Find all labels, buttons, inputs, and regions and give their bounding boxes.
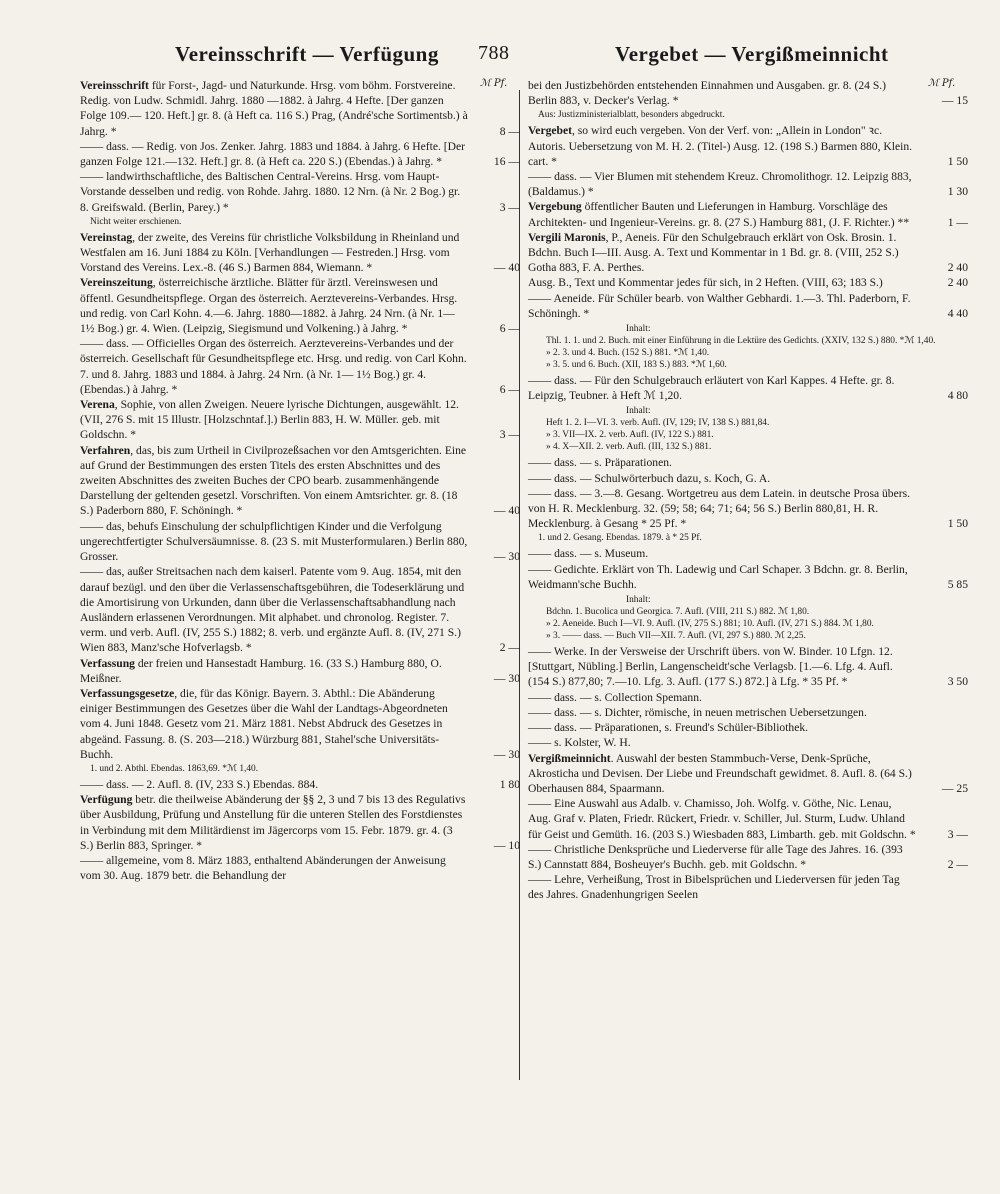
contents-line: Inhalt: xyxy=(626,406,651,417)
catalog-entry xyxy=(528,735,968,750)
entry-text: , die, für das Königr. Bayern. 3. Abthl.: Die Abänderung einiger Bestimmungen des Gesetzes über die Wahl der Landtags-Abgeordneten vom 4. Juni 1848. Gesetz vom 21. März 1881. Nebst Abdruck des Gesetzes in abgeänd. Fassung. 8. (S. 203—218.) Würzburg 881, Stahel'sche Universitäts-Buchh. xyxy=(80,686,448,761)
entry-price: 4 40 xyxy=(947,306,968,320)
entry-text: —— Christliche Denksprüche und Liederverse für alle Tage des Jahres. 16. (393 S.) Cannstatt 884, Bosheuyer's Buchh. geb. mit Goldschn. * xyxy=(528,842,903,871)
entry-price: 2 — xyxy=(947,857,968,871)
entry-note: Aus: Justizministerialblatt, besonders abgedruckt. xyxy=(538,110,725,121)
entry-headword: Vergili Maronis xyxy=(528,230,606,244)
entry-price: 4 80 xyxy=(947,389,968,403)
entry-text: , P., Aeneis. Für den Schulgebrauch erklärt von Osk. Brosin. 1. Bdchn. Buch I—III. Ausg. A. Text und Kommentar in 1 Bd. gr. 8. (VIII, 252 S.) Gotha 883, F. A. Perthes. xyxy=(528,230,899,275)
entry-contents xyxy=(546,594,968,642)
catalog-entry xyxy=(528,562,968,592)
catalog-entry xyxy=(80,230,520,276)
entry-text: —— dass. — s. Dichter, römische, in neuen metrischen Uebersetzungen. xyxy=(528,705,867,719)
catalog-entry xyxy=(528,842,968,872)
entry-price: 1 30 xyxy=(947,185,968,199)
entry-text: —— dass. — Schulwörterbuch dazu, s. Koch, G. A. xyxy=(528,471,771,485)
catalog-entry xyxy=(80,564,520,655)
catalog-entry xyxy=(528,199,968,229)
entry-text: —— dass. — Für den Schulgebrauch erläutert von Karl Kappes. 4 Hefte. gr. 8. Leipzig, Teubner. à Heft ℳ 1,20. xyxy=(528,374,895,403)
entry-text: —— landwirthschaftliche, des Baltischen Central-Vereins. Hrsg. vom Haupt-Vorstande desselben und redig. von Rohde. Jahrg. 1880. 12 Nrn. (à Nr. 2 Bog.) gr. 8. Greifswald. (Berlin, Parey.) * xyxy=(80,170,461,214)
entry-price: — 25 xyxy=(941,781,968,795)
entry-text: —— dass. — Präparationen, s. Freund's Schüler-Bibliothek. xyxy=(528,721,809,735)
catalog-entry xyxy=(528,720,968,735)
entry-text: , der zweite, des Vereins für christliche Volksbildung in Rheinland und Westfalen am 16. Juni 1884 zu Köln. [Verhandlungen — Festreden.] Hrsg. vom Vorstand des Vereins. Lex.-8. (46 S.) Barmen 884, Wiemann. * xyxy=(80,230,460,275)
entry-text: bei den Justizbehörden entstehenden Einnahmen und Ausgaben. gr. 8. (24 S.) Berlin 883, v. Decker's Verlag. * xyxy=(528,79,887,108)
page-number: 788 xyxy=(478,42,510,64)
entry-price: — 30 xyxy=(493,747,520,761)
entry-headword: Vereinstag xyxy=(80,230,133,244)
currency-column-header-right: ℳ Pf. xyxy=(928,78,956,89)
entry-text: —— Gedichte. Erklärt von Th. Ladewig und Carl Schaper. 3 Bdchn. gr. 8. Berlin, Weidmann'sche Buchh. xyxy=(528,562,908,591)
catalog-entry xyxy=(80,519,520,565)
catalog-entry xyxy=(80,275,520,336)
catalog-entry xyxy=(528,690,968,705)
catalog-entry xyxy=(528,872,968,902)
contents-line: » 3. VII—IX. 2. verb. Aufl. (IV, 122 S.) 881. xyxy=(546,430,714,441)
entry-price: 2 40 xyxy=(947,261,968,275)
entry-note: 1. und 2. Abthl. Ebendas. 1863,69. *ℳ 1,40. xyxy=(90,763,259,774)
left-column xyxy=(80,78,520,883)
running-head-right: Vergebet — Vergißmeinnicht xyxy=(615,42,889,66)
catalog-entry xyxy=(80,169,520,215)
catalog-entry xyxy=(80,78,520,139)
entry-text: Ausg. B., Text und Kommentar jedes für sich, in 2 Heften. (VIII, 63; 183 S.) xyxy=(528,276,883,290)
entry-price: 6 — xyxy=(499,322,520,336)
entry-headword: Verfassungsgesetze xyxy=(80,686,175,700)
catalog-entry xyxy=(80,397,520,443)
catalog-entry xyxy=(80,443,520,519)
entry-text: —— dass. — 2. Aufl. 8. (IV, 233 S.) Ebendas. 884. xyxy=(80,777,319,791)
contents-line: Heft 1. 2. I—VI. 3. verb. Aufl. (IV, 129; IV, 138 S.) 881,84. xyxy=(546,418,770,429)
entry-text: , österreichische ärztliche. Blätter für ärztl. Vereinswesen und öffentl. Gesundheitspflege. Organ des österreich. Aerztevereins-Verbandes. Hrsg. und redig. von Carl Kohn. 4.—6. Jahrg. 1880—1882. à Jahrg. 24 Nrn. (à Nr. 1—1½ Bog.) gr. 4. Wien. (Leipzig, Siegismund und Volkening.) à Jahrg. * xyxy=(80,276,458,336)
catalog-entry xyxy=(528,291,968,321)
catalog-entry xyxy=(528,546,968,561)
entry-price: 1 — xyxy=(947,215,968,229)
entry-price: 1 50 xyxy=(947,517,968,531)
catalog-entry xyxy=(80,656,520,686)
currency-column-header-left: ℳ Pf. xyxy=(480,78,508,89)
catalog-entry xyxy=(80,686,520,762)
catalog-entry xyxy=(528,751,968,797)
entry-price: 1 50 xyxy=(947,154,968,168)
catalog-entry xyxy=(528,455,968,470)
entry-price: — 40 xyxy=(493,261,520,275)
entry-headword: Vereinszeitung xyxy=(80,276,153,290)
entry-text: —— dass. — s. Collection Spemann. xyxy=(528,690,702,704)
catalog-entry xyxy=(80,853,520,883)
entry-price: 8 — xyxy=(499,124,520,138)
catalog-entry xyxy=(528,705,968,720)
entry-text: , so wird euch vergeben. Von der Verf. von: „Allein in London" ꝛc. Autoris. Uebersetzung von M. H. 2. (Titel-) Ausg. 12. (198 S.) Barmen 880, Klein. cart. * xyxy=(528,124,913,168)
catalog-entry xyxy=(528,644,968,690)
entry-text: betr. die theilweise Abänderung der §§ 2, 3 und 7 bis 13 des Regulativs über Ausbildung, Prüfung und Anstellung für die unteren Stellen des Forstdienstes in Verbindung mit dem Militärdienst im Jägercorps vom 15. Febr. 1879. gr. 4. (3 S.) Berlin 883, Springer. * xyxy=(80,793,466,852)
entry-contents xyxy=(546,405,968,453)
entry-price: — 15 xyxy=(941,94,968,108)
entry-price: 3 — xyxy=(499,200,520,214)
contents-line: Inhalt: xyxy=(626,595,651,606)
catalog-entry xyxy=(528,471,968,486)
catalog-entry xyxy=(80,139,520,169)
entry-text: —— Lehre, Verheißung, Trost in Bibelsprüchen und Liederversen für jeden Tag des Jahres. Gnadenhungrigen Seelen xyxy=(528,873,900,902)
entry-price: — 30 xyxy=(493,550,520,564)
catalog-entry xyxy=(528,275,968,290)
entry-headword: Verena xyxy=(80,398,115,412)
right-column xyxy=(528,78,968,903)
running-head-left: Vereinsschrift — Verfügung xyxy=(175,42,439,66)
entry-contents xyxy=(546,323,968,371)
entry-price: 2 — xyxy=(499,641,520,655)
entry-text: für Forst-, Jagd- und Naturkunde. Hrsg. vom böhm. Forstvereine. Redig. von Ludw. Schmidl. Jahrg. 1880 —1882. à Jahrg. 4 Hefte. [Der ganzen Folge 109.— 120. Heft.] gr. 8. (à Heft ca. 116 S.) Prag, (André'sche Sortimentsb.) à Jahrg. * xyxy=(80,79,468,138)
catalog-entry xyxy=(80,777,520,792)
entry-text: —— das, behufs Einschulung der schulpflichtigen Kinder und die Verfolgung ungerechtfertigter Schulversäumnisse. 8. (23 S. mit Musterformularen.) Berlin 880, Grosser. xyxy=(80,519,468,564)
catalog-entry xyxy=(528,486,968,532)
entry-text: —— dass. — Vier Blumen mit stehendem Kreuz. Chromolithogr. 12. Leipzig 883, (Baldamus.) * xyxy=(528,170,912,199)
entry-price: 3 — xyxy=(499,428,520,442)
entry-text: —— allgemeine, vom 8. März 1883, enthaltend Abänderungen der Anweisung vom 30. Aug. 1879 betr. die Behandlung der xyxy=(80,853,446,883)
contents-line: Thl. 1. 1. und 2. Buch. mit einer Einführung in die Lektüre des Gedichts. (XXIV, 132 S.) 880. *ℳ 1,40. xyxy=(546,336,936,347)
entry-headword: Vergebung xyxy=(528,200,582,214)
contents-line: Inhalt: xyxy=(626,324,651,335)
contents-line: » 3. 5. und 6. Buch. (XII, 183 S.) 883. *ℳ 1,60. xyxy=(546,360,727,371)
catalog-entry xyxy=(80,336,520,397)
entry-headword: Vergißmeinnicht xyxy=(528,751,611,765)
entry-text: —— Eine Auswahl aus Adalb. v. Chamisso, Joh. Wolfg. v. Göthe, Nic. Lenau, Aug. Graf v. Platen, Friedr. Rückert, Friedr. v. Schiller, Jul. Sturm, Ludw. Uhland für Geist und Gemüth. 16. (203 S.) Wiesbaden 883, Limbarth. geb. mit Goldschn. * xyxy=(528,797,916,841)
entry-text: . Auswahl der besten Stammbuch-Verse, Denk-Sprüche, Akrosticha und Devisen. Der Liebe und Freundschaft gewidmet. 8. Aufl. 8. (64 S.) Oberhausen 884, Spaarmann. xyxy=(528,751,912,795)
entry-text: —— dass. — 3.—8. Gesang. Wortgetreu aus dem Latein. in deutsche Prosa übers. von H. R. Mecklenburg. 32. (59; 58; 64; 71; 64; 56 S.) Berlin 880,81, H. R. Mecklenburg. à Gesang * 25 Pf. * xyxy=(528,486,911,531)
entry-text: —— Werke. In der Versweise der Urschrift übers. von W. Binder. 10 Lfgn. 12. [Stuttgart, Nübling.] Berlin, Langenscheidt'sche Verlagsb. [1.—6. Lfg. 4. Aufl. (154 S.) 877,80; 7.—10. Lfg. 3. Aufl. (177 S.) 872.] à Lfg. * 35 Pf. * xyxy=(528,645,893,689)
entry-text: , das, bis zum Urtheil in Civilprozeßsachen vor den Amtsgerichten. Eine auf Grund der Bestimmungen des ersten Titels des ersten Abschnittes und des zweiten Abschnittes des zweiten Buches der CPO bearb. zusammenhängende Darstellung der geltenden gesetzl. Vorschriften. Von einem Amtsrichter. gr. 8. (18 S.) Paderborn 880, F. Schöningh. * xyxy=(80,443,467,518)
entry-price: 1 80 xyxy=(499,777,520,791)
catalog-entry xyxy=(80,792,520,853)
entry-text: , Sophie, von allen Zweigen. Neuere lyrische Dichtungen, ausgewählt. 12. (VII, 276 S. mit 15 Illustr. [Holzschntaf.].) Berlin 883, H. W. Müller. geb. mit Goldschn. * xyxy=(80,398,459,442)
catalog-entry xyxy=(528,78,968,108)
entry-text: —— dass. — s. Präparationen. xyxy=(528,456,672,470)
entry-headword: Vereinsschrift xyxy=(80,79,149,92)
entry-price: 3 50 xyxy=(947,675,968,689)
catalog-entry xyxy=(528,169,968,199)
entry-price: 3 — xyxy=(947,827,968,841)
entry-text: —— dass. — s. Museum. xyxy=(528,547,649,561)
entry-text: der freien und Hansestadt Hamburg. 16. (33 S.) Hamburg 880, O. Meißner. xyxy=(80,656,442,685)
entry-headword: Vergebet xyxy=(528,124,572,138)
catalog-entry xyxy=(528,123,968,169)
entry-text: —— dass. — Redig. von Jos. Zenker. Jahrg. 1883 und 1884. à Jahrg. 6 Hefte. [Der ganzen Folge 121.—132. Heft.] gr. 8. (à Heft ca. 220 S.) (Ebendas.) à Jahrg. * xyxy=(80,139,466,169)
entry-price: 2 40 xyxy=(947,276,968,290)
entry-text: —— dass. — Officielles Organ des österreich. Aerztevereins-Verbandes und der österreich. Gesellschaft für Gesundheitspflege etc. Hrsg. und redig. von Carl Kohn. 7. und 8. Jahrg. 1883 und 1884. à Jahrg. 24 Nrn. (à Nr. 1— 1½ Bog.) gr. 4. (Ebendas.) à Jahrg. * xyxy=(80,337,467,396)
entry-price: 6 — xyxy=(499,382,520,396)
entry-headword: Verfahren xyxy=(80,443,131,457)
contents-line: Bdchn. 1. Bucolica und Georgica. 7. Aufl. (VIII, 211 S.) 882. ℳ 1,80. xyxy=(546,607,810,618)
entry-note: Nicht weiter erschienen. xyxy=(90,216,182,227)
entry-text: —— Aeneide. Für Schüler bearb. von Walther Gebhardi. 1.—3. Thl. Paderborn, F. Schöningh. * xyxy=(528,291,911,320)
entry-headword: Verfassung xyxy=(80,656,135,670)
contents-line: » 2. 3. und 4. Buch. (152 S.) 881. *ℳ 1,40. xyxy=(546,348,710,359)
catalog-entry xyxy=(528,373,968,403)
entry-price: 5 85 xyxy=(947,577,968,591)
catalog-entry xyxy=(528,230,968,276)
contents-line: » 3. —— dass. — Buch VII—XII. 7. Aufl. (VI, 297 S.) 880. ℳ 2,25. xyxy=(546,631,806,642)
entry-price: — 30 xyxy=(493,671,520,685)
entry-price: — 40 xyxy=(493,504,520,518)
contents-line: » 4. X—XII. 2. verb. Aufl. (III, 132 S.) 881. xyxy=(546,442,712,453)
catalog-entry xyxy=(528,796,968,842)
entry-text: öffentlicher Bauten und Lieferungen in Hamburg. Vorschläge des Architekten- und Ingenieur-Vereins. gr. 8. (27 S.) Hamburg 881, (J. F. Richter.) ** xyxy=(528,200,910,229)
contents-line: » 2. Aeneide. Buch I—VI. 9. Aufl. (IV, 275 S.) 881; 10. Aufl. (IV, 271 S.) 884. ℳ 1,80. xyxy=(546,619,874,630)
entry-price: 16 — xyxy=(493,155,520,169)
entry-headword: Verfügung xyxy=(80,793,133,807)
entry-note: 1. und 2. Gesang. Ebendas. 1879. à * 25 Pf. xyxy=(538,533,702,544)
entry-text: —— s. Kolster, W. H. xyxy=(528,736,631,750)
entry-price: — 10 xyxy=(493,838,520,852)
entry-text: —— das, außer Streitsachen nach dem kaiserl. Patente vom 9. Aug. 1854, mit den darauf bezügl. und den über die Verlassenschaftsgebühren, die Todeserklärung und die Amortisirung von Urkunden, dann über die Verlassenschaftsabhandlung nach Ausländern erlassenen Verordnungen. Mit alphabet. und chronolog. Register. 7. verm. und verb. Aufl. (IV, 255 S.) 1882; 8. verb. und ergänzte Aufl. 8. (IV, 271 S.) Wien 883, Manz'sche Hofverlagsb. * xyxy=(80,565,465,655)
